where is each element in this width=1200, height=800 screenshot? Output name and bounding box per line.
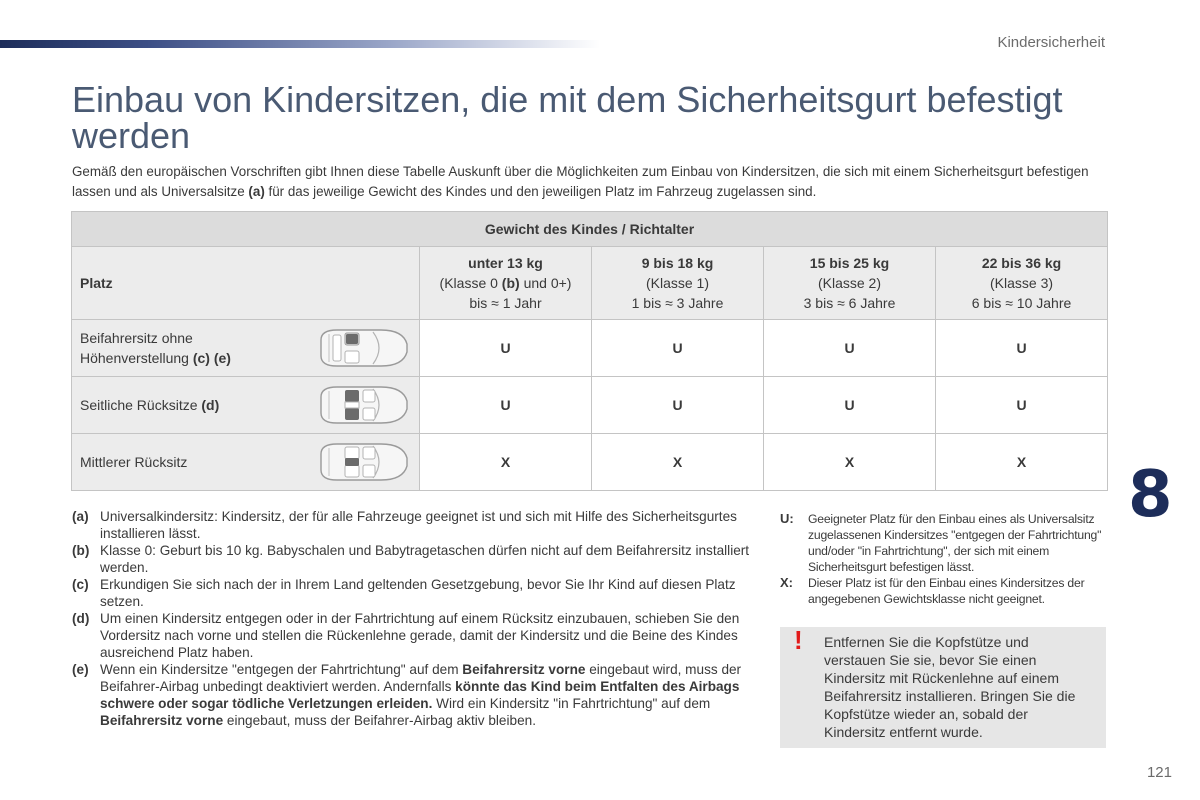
footnote-text: Wenn ein Kindersitze "entgegen der Fahrtrichtung" auf dem Beifahrersitz vorne eingebaut wird, muss der Beifahrer-Airbag unbedingt deaktiviert werden. Andernfalls könnte das Kind beim Entfalten des Airbags schwere oder sogar tödliche Verletzungen erleiden. Wird ein Kindersitz "in Fahrtrichtung" auf dem Beifahrersitz vorne eingebaut, muss der Beifahrer-Airbag aktiv bleiben. (100, 662, 742, 728)
weight-title: 22 bis 36 kg (981, 255, 1062, 271)
seat-value: X (592, 434, 764, 491)
weight-title: 9 bis 18 kg (641, 255, 714, 271)
section-label: Kindersicherheit (997, 34, 1105, 51)
footnote-key: (d) (72, 611, 90, 626)
footnote-key: (a) (72, 509, 89, 524)
weight-age: 6 bis ≈ 10 Jahre (971, 295, 1072, 311)
page-title: Einbau von Kindersitzen, die mit dem Sicherheitsgurt befestigt werden (72, 79, 1063, 156)
footnotes (72, 508, 752, 729)
footnote-text: Klasse 0: Geburt bis 10 kg. Babyschalen und Babytragetaschen dürfen nicht auf dem Beifahrersitz installiert werden. (100, 543, 750, 575)
car-rear-middle-seat-icon (315, 440, 411, 484)
seat-value: X (764, 434, 936, 491)
warning-box (780, 627, 1106, 748)
child-seat-table (71, 211, 1108, 491)
seat-value: X (420, 434, 592, 491)
weight-class: (Klasse 3) (990, 275, 1054, 291)
seat-value: U (420, 377, 592, 434)
weight-header-2 (764, 247, 936, 320)
seat-name: Beifahrersitz ohne Höhenverstellung (c) (e) (80, 330, 231, 366)
weight-age: 3 bis ≈ 6 Jahre (803, 295, 896, 311)
page-number: 121 (1146, 764, 1172, 781)
footnote-e (72, 661, 752, 729)
seat-value: U (936, 320, 1108, 377)
car-front-passenger-seat-icon (315, 326, 411, 370)
table-row (72, 434, 1108, 491)
footnote-text: Universalkindersitz: Kindersitz, der für alle Fahrzeuge geeignet ist und sich mit Hilfe des Sicherheitsgurtes installieren lässt. (100, 509, 737, 541)
table-row (72, 320, 1108, 377)
footnote-b (72, 542, 752, 576)
seat-value: U (592, 377, 764, 434)
weight-header-3 (936, 247, 1108, 320)
weight-class: (Klasse 2) (817, 275, 882, 291)
weight-class: (Klasse 1) (645, 275, 710, 291)
platz-header: Platz (72, 247, 420, 320)
chapter-number: 8 (1128, 458, 1173, 532)
footnote-a (72, 508, 752, 542)
intro-bold-ref: (a) (248, 184, 265, 199)
weight-header-1 (592, 247, 764, 320)
seat-label-cell (72, 377, 420, 434)
seat-value: U (764, 320, 936, 377)
weight-group-header: Gewicht des Kindes / Richtalter (72, 212, 1108, 247)
weight-title: unter 13 kg (468, 255, 543, 271)
weight-title: 15 bis 25 kg (809, 255, 890, 271)
weight-class: (Klasse 0 (b) und 0+) (439, 275, 572, 291)
weight-header-0 (420, 247, 592, 320)
seat-name: Seitliche Rücksitze (d) (80, 397, 220, 413)
footnote-c (72, 576, 752, 610)
seat-value: U (420, 320, 592, 377)
footnote-key: (c) (72, 577, 89, 592)
footnote-text: Erkundigen Sie sich nach der in Ihrem Land geltenden Gesetzgebung, bevor Sie Ihr Kind auf diesen Platz setzen. (100, 577, 736, 609)
footnote-text: Um einen Kindersitz entgegen oder in der Fahrtrichtung auf einem Rücksitz einzubauen, schieben Sie den Vordersitz nach vorne und stellen die Rückenlehne gerade, damit der Kindersitz und die Beine des Kindes ausreichend Platz haben. (100, 611, 740, 660)
legend-key: U: (780, 511, 794, 526)
intro-text-2: für das jeweilige Gewicht des Kindes und den jeweiligen Platz im Fahrzeug zugelassen sind. (264, 184, 817, 199)
seat-value: U (764, 377, 936, 434)
car-rear-side-seats-icon (315, 383, 411, 427)
table-row (72, 377, 1108, 434)
legend (780, 511, 1105, 607)
legend-text: Dieser Platz ist für den Einbau eines Kindersitzes der angegebenen Gewichtsklasse nicht geeignet. (808, 576, 1085, 606)
legend-item-u (780, 511, 1105, 575)
seat-label-cell (72, 320, 420, 377)
weight-age: 1 bis ≈ 3 Jahre (631, 295, 724, 311)
warning-text: Entfernen Sie die Kopfstütze und verstauen Sie sie, bevor Sie einen Kindersitz mit Rückenlehne auf einem Beifahrersitz installieren. Bringen Sie die Kopfstütze wieder an, sobald der Kindersitz entfernt wurde. (824, 634, 1076, 740)
footnote-key: (e) (72, 662, 89, 677)
warning-icon: ! (794, 625, 803, 655)
legend-text: Geeigneter Platz für den Einbau eines als Universalsitz zugelassenen Kindersitzes "entgegen der Fahrtrichtung" und/oder "in Fahrtrichtung", der sich mit einem Sicherheitsgurt befestigen lässt. (808, 512, 1102, 574)
seat-value: X (936, 434, 1108, 491)
seat-name: Mittlerer Rücksitz (80, 454, 188, 470)
seat-label-cell (72, 434, 420, 491)
intro-text-1: Gemäß den europäischen Vorschriften gibt Ihnen diese Tabelle Auskunft über die Möglichkeiten zum Einbau von Kindersitzen, die sich mit einem Sicherheitsgurt befestigen lassen und als Universalsitze (72, 164, 1089, 199)
footnote-d (72, 610, 752, 661)
legend-key: X: (780, 575, 793, 590)
seat-value: U (936, 377, 1108, 434)
legend-item-x (780, 575, 1105, 607)
footnote-key: (b) (72, 543, 90, 558)
seat-value: U (592, 320, 764, 377)
header-gradient-bar (0, 40, 600, 48)
intro-paragraph (72, 162, 1112, 202)
weight-age: bis ≈ 1 Jahr (469, 295, 542, 311)
